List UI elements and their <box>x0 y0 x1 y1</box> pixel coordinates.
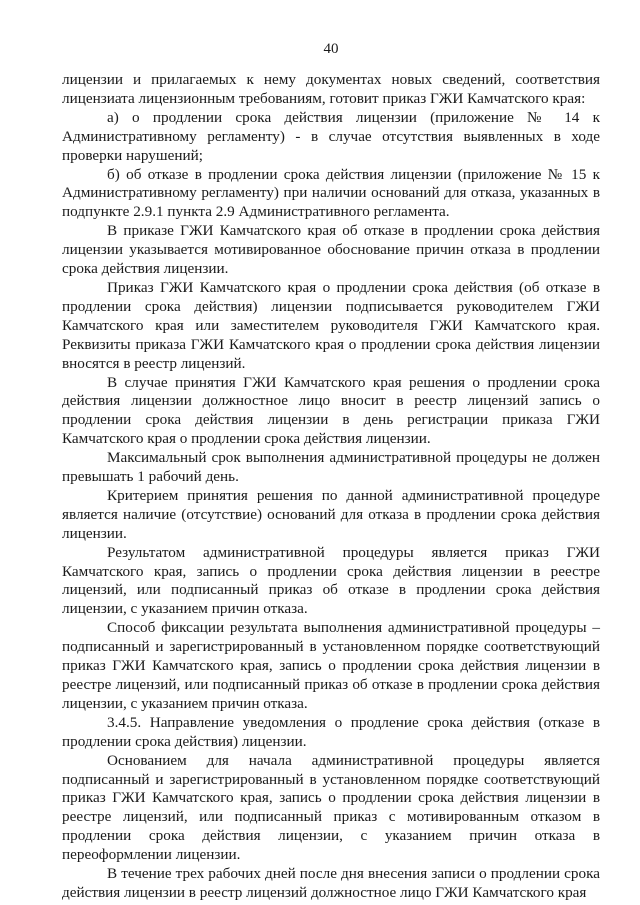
page-number: 40 <box>323 41 339 57</box>
document-body <box>62 71 600 903</box>
paragraph-item-b: б) об отказе в продлении срока действия лицензии (приложение № 15 к Административному регламенту) при наличии оснований для отказа, указанных в подпункте 2.9.1 пункта 2.9 Административного регламента. <box>62 165 600 221</box>
paragraph-max-duration: Максимальный срок выполнения административной процедуры не должен превышать 1 рабочий день. <box>62 449 600 486</box>
paragraph-result-recording: Способ фиксации результата выполнения административной процедуры – подписанный и зарегистрированный в установленном порядке соответствующий приказ ГЖИ Камчатского края, запись о продлении срока действия лицензии в реестре лицензий, или подписанный приказ об отказе в продлении срока действия лицензии, с указанием причин отказа. <box>62 619 600 712</box>
paragraph-registry-entry: В случае принятия ГЖИ Камчатского края решения о продлении срока действия лицензии должностное лицо вносит в реестр лицензий запись о продлении срока действия лицензии в день регистрации приказа ГЖИ Камчатского края о продлении срока действия лицензии. <box>62 373 600 448</box>
section-heading-3-4-5: 3.4.5. Направление уведомления о продление срока действия (отказе в продлении срока действия) лицензии. <box>62 713 600 750</box>
paragraph-decision-criterion: Критерием принятия решения по данной административной процедуре является наличие (отсутствие) оснований для отказа в продлении срока действия лицензии. <box>62 486 600 542</box>
paragraph-continuation: лицензии и прилагаемых к нему документах новых сведений, соответствия лицензиата лицензионным требованиям, готовит приказ ГЖИ Камчатского края: <box>62 71 600 107</box>
paragraph-notification-deadline: В течение трех рабочих дней после дня внесения записи о продлении срока действия лицензии в реестр лицензий должностное лицо ГЖИ Камчатского края <box>62 865 600 901</box>
paragraph-order-signing: Приказ ГЖИ Камчатского края о продлении срока действия (об отказе в продлении срока действия) лицензии подписывается руководителем ГЖИ Камчатского края или заместителем руководителя ГЖИ Камчатского края. Реквизиты приказа ГЖИ Камчатского края о продлении срока действия лицензии вносятся в реестр лицензий. <box>62 278 600 372</box>
paragraph-procedure-basis: Основанием для начала административной процедуры является подписанный и зарегистрированный в установленном порядке соответствующий приказ ГЖИ Камчатского края, запись о продлении срока действия лицензии в реестре лицензий, или подписанный приказ с мотивированным отказом в продлении срока действия лицензии, с указанием причин отказа в переоформлении лицензии. <box>62 751 600 864</box>
paragraph-item-a: а) о продлении срока действия лицензии (приложение № 14 к Административному регламенту) - в случае отсутствия выявленных в ходе проверки нарушений; <box>62 108 600 164</box>
paragraph-procedure-result: Результатом административной процедуры является приказ ГЖИ Камчатского края, запись о продлении срока действия лицензии в реестре лицензий, или подписанный приказ об отказе в продлении срока действия лицензии, с указанием причин отказа. <box>62 543 600 618</box>
paragraph-refusal-justification: В приказе ГЖИ Камчатского края об отказе в продлении срока действия лицензии указывается мотивированное обоснование причин отказа в продлении срока действия лицензии. <box>62 222 600 278</box>
